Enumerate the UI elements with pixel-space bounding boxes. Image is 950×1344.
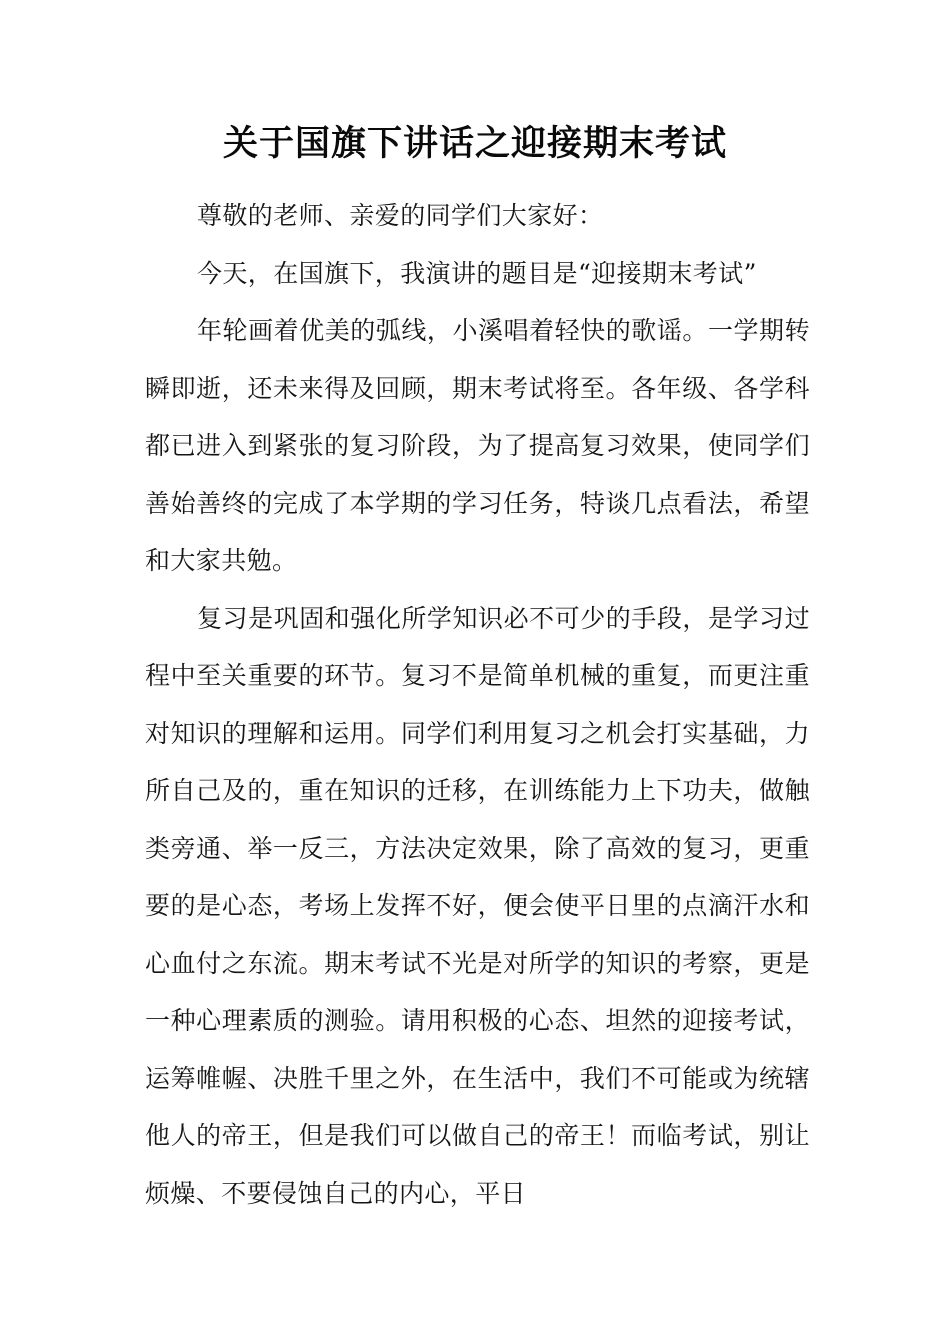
document-title: 关于国旗下讲话之迎接期末考试 — [222, 124, 727, 164]
paragraph-intro: 年轮画着优美的弧线，小溪唱着轻快的歌谣。一学期转瞬即逝，还未来得及回顾，期末考试将至。各年级、各学科都已进入到紧张的复习阶段，为了提高复习效果，使同学们善始善终的完成了本学期的学习任务，特谈几点看法，希望和大家共勉。 — [145, 316, 810, 575]
paragraph-topic: 今天，在国旗下，我演讲的题目是“迎接期末考试” — [197, 258, 757, 288]
document-body — [145, 187, 810, 1222]
paragraph-review: 复习是巩固和强化所学知识必不可少的手段，是学习过程中至关重要的环节。复习不是简单机械的重复，而更注重对知识的理解和运用。同学们利用复习之机会打实基础，力所自己及的，重在知识的迁移，在训练能力上下功夫，做触类旁通、举一反三，方法决定效果，除了高效的复习，更重要的是心态，考场上发挥不好，便会使平日里的点滴汗水和心血付之东流。期末考试不光是对所学的知识的考察，更是一种心理素质的测验。请用积极的心态、坦然的迎接考试，运筹帷幄、决胜千里之外，在生活中，我们不可能或为统辖他人的帝王，但是我们可以做自己的帝王！而临考试，别让烦燥、不要侵蚀自己的内心，平日 — [145, 603, 810, 1208]
paragraph-greeting: 尊敬的老师、亲爱的同学们大家好： — [197, 201, 604, 230]
